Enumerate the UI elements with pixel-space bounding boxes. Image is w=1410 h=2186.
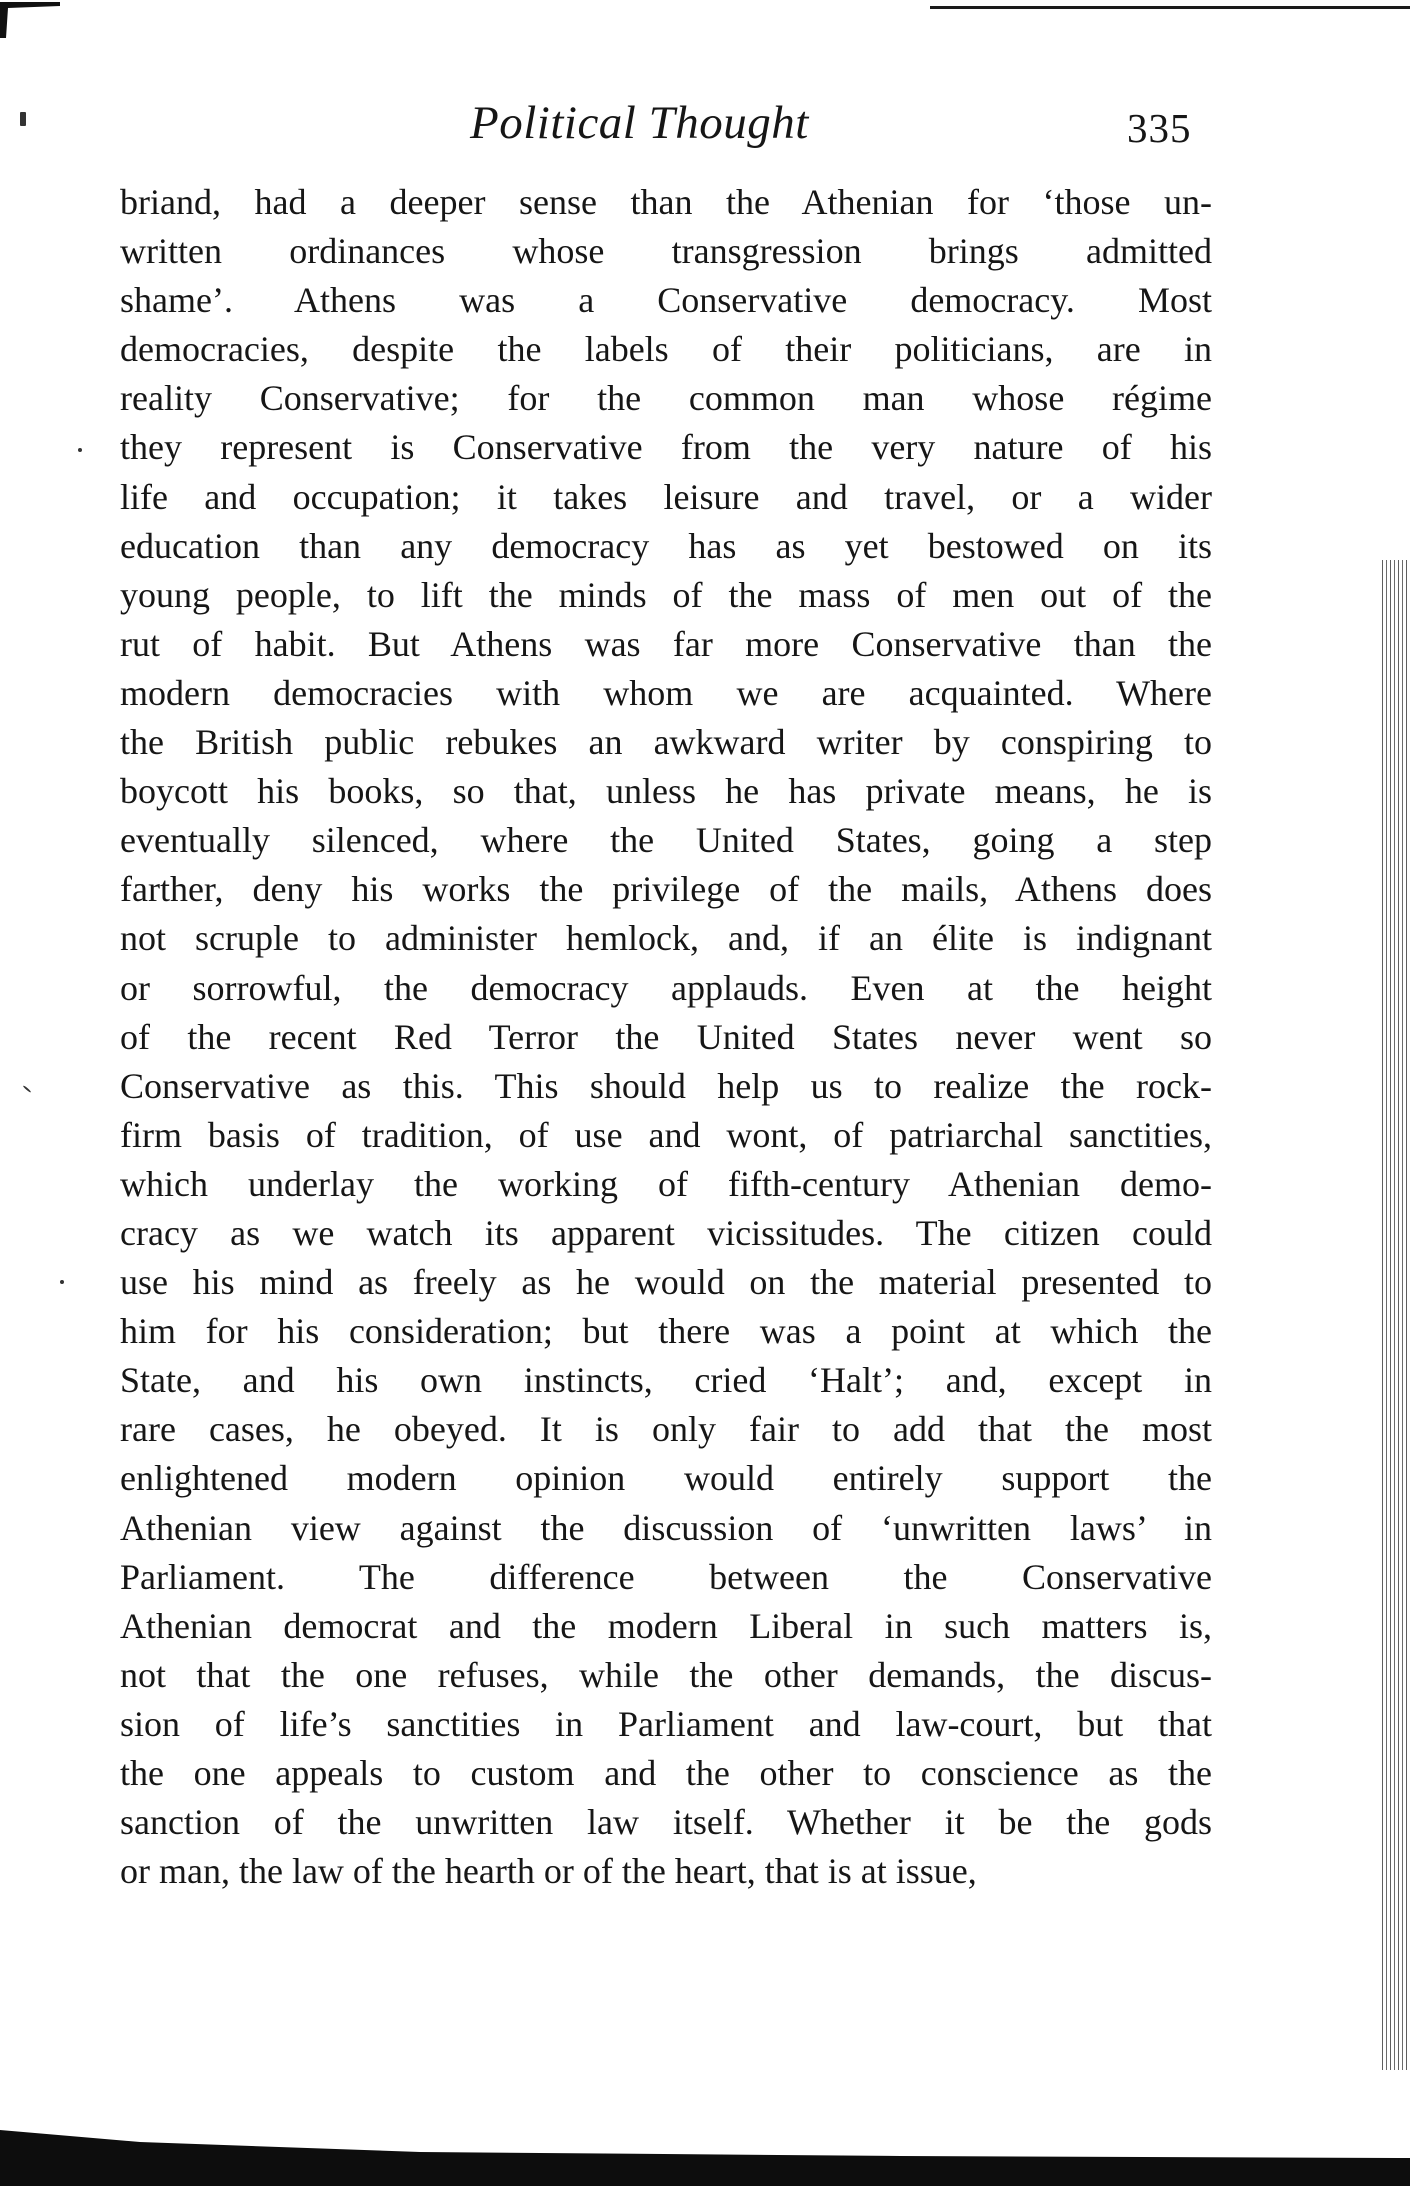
text-line: of the recent Red Terror the United States never went so (120, 1016, 1212, 1057)
body-text (120, 178, 1212, 1896)
text-line: education than any democracy has as yet bestowed on its (120, 525, 1212, 566)
text-line: democracies, despite the labels of their politicians, are in (120, 329, 1212, 370)
text-line: sion of life’s sanctities in Parliament and law-court, but that (120, 1703, 1212, 1744)
text-line: Athenian view against the discussion of ‘unwritten laws’ in (120, 1507, 1212, 1548)
text-line: they represent is Conservative from the very nature of his (120, 427, 1212, 468)
text-line: modern democracies with whom we are acquainted. Where (120, 672, 1212, 713)
scan-page-edge (1382, 560, 1410, 2070)
text-line: boycott his books, so that, unless he has private means, he is (120, 771, 1212, 812)
text-line: rut of habit. But Athens was far more Conservative than the (120, 623, 1212, 664)
text-line: reality Conservative; for the common man whose régime (120, 378, 1212, 419)
text-line: firm basis of tradition, of use and wont, of patriarchal sanctities, (120, 1114, 1212, 1155)
scan-bottom-shadow (0, 2122, 1410, 2186)
text-line: young people, to lift the minds of the mass of men out of the (120, 574, 1212, 615)
text-line: Conservative as this. This should help us to realize the rock- (120, 1065, 1212, 1106)
running-head (0, 96, 1410, 156)
text-line: not that the one refuses, while the other demands, the discus- (120, 1654, 1212, 1695)
running-title: Political Thought (470, 97, 809, 149)
text-line: not scruple to administer hemlock, and, if an élite is indignant (120, 918, 1212, 959)
text-line: written ordinances whose transgression brings admitted (120, 231, 1212, 272)
page-number: 335 (1127, 105, 1192, 151)
text-line: eventually silenced, where the United States, going a step (120, 820, 1212, 861)
scan-corner-mark (0, 0, 80, 40)
text-line: or man, the law of the hearth or of the heart, that is at issue, (120, 1851, 977, 1892)
text-line: life and occupation; it takes leisure and travel, or a wider (120, 476, 1212, 517)
text-line: which underlay the working of fifth-century Athenian demo- (120, 1163, 1212, 1204)
scan-top-edge-line (930, 6, 1410, 9)
text-line: the British public rebukes an awkward writer by conspiring to (120, 722, 1212, 763)
scan-speck (60, 1280, 64, 1284)
scan-speck (78, 448, 82, 452)
text-line: use his mind as freely as he would on the material presented to (120, 1262, 1212, 1303)
scan-speck (23, 1085, 32, 1093)
text-line: the one appeals to custom and the other to conscience as the (120, 1753, 1212, 1793)
text-line: rare cases, he obeyed. It is only fair to add that the most (120, 1409, 1212, 1450)
text-line: him for his consideration; but there was a point at which the (120, 1311, 1212, 1352)
text-line: farther, deny his works the privilege of the mails, Athens does (120, 869, 1212, 910)
text-line: or sorrowful, the democracy applauds. Even at the height (120, 967, 1212, 1008)
text-line: Athenian democrat and the modern Liberal in such matters is, (120, 1605, 1212, 1646)
text-line: State, and his own instincts, cried ‘Halt’; and, except in (120, 1360, 1212, 1401)
text-line: cracy as we watch its apparent vicissitudes. The citizen could (120, 1212, 1212, 1253)
text-line: briand, had a deeper sense than the Athenian for ‘those un- (120, 182, 1212, 222)
text-line: sanction of the unwritten law itself. Whether it be the gods (120, 1802, 1212, 1843)
text-line: Parliament. The difference between the Conservative (120, 1556, 1212, 1597)
text-line: shame’. Athens was a Conservative democracy. Most (120, 280, 1212, 321)
text-line: enlightened modern opinion would entirely support the (120, 1458, 1212, 1499)
